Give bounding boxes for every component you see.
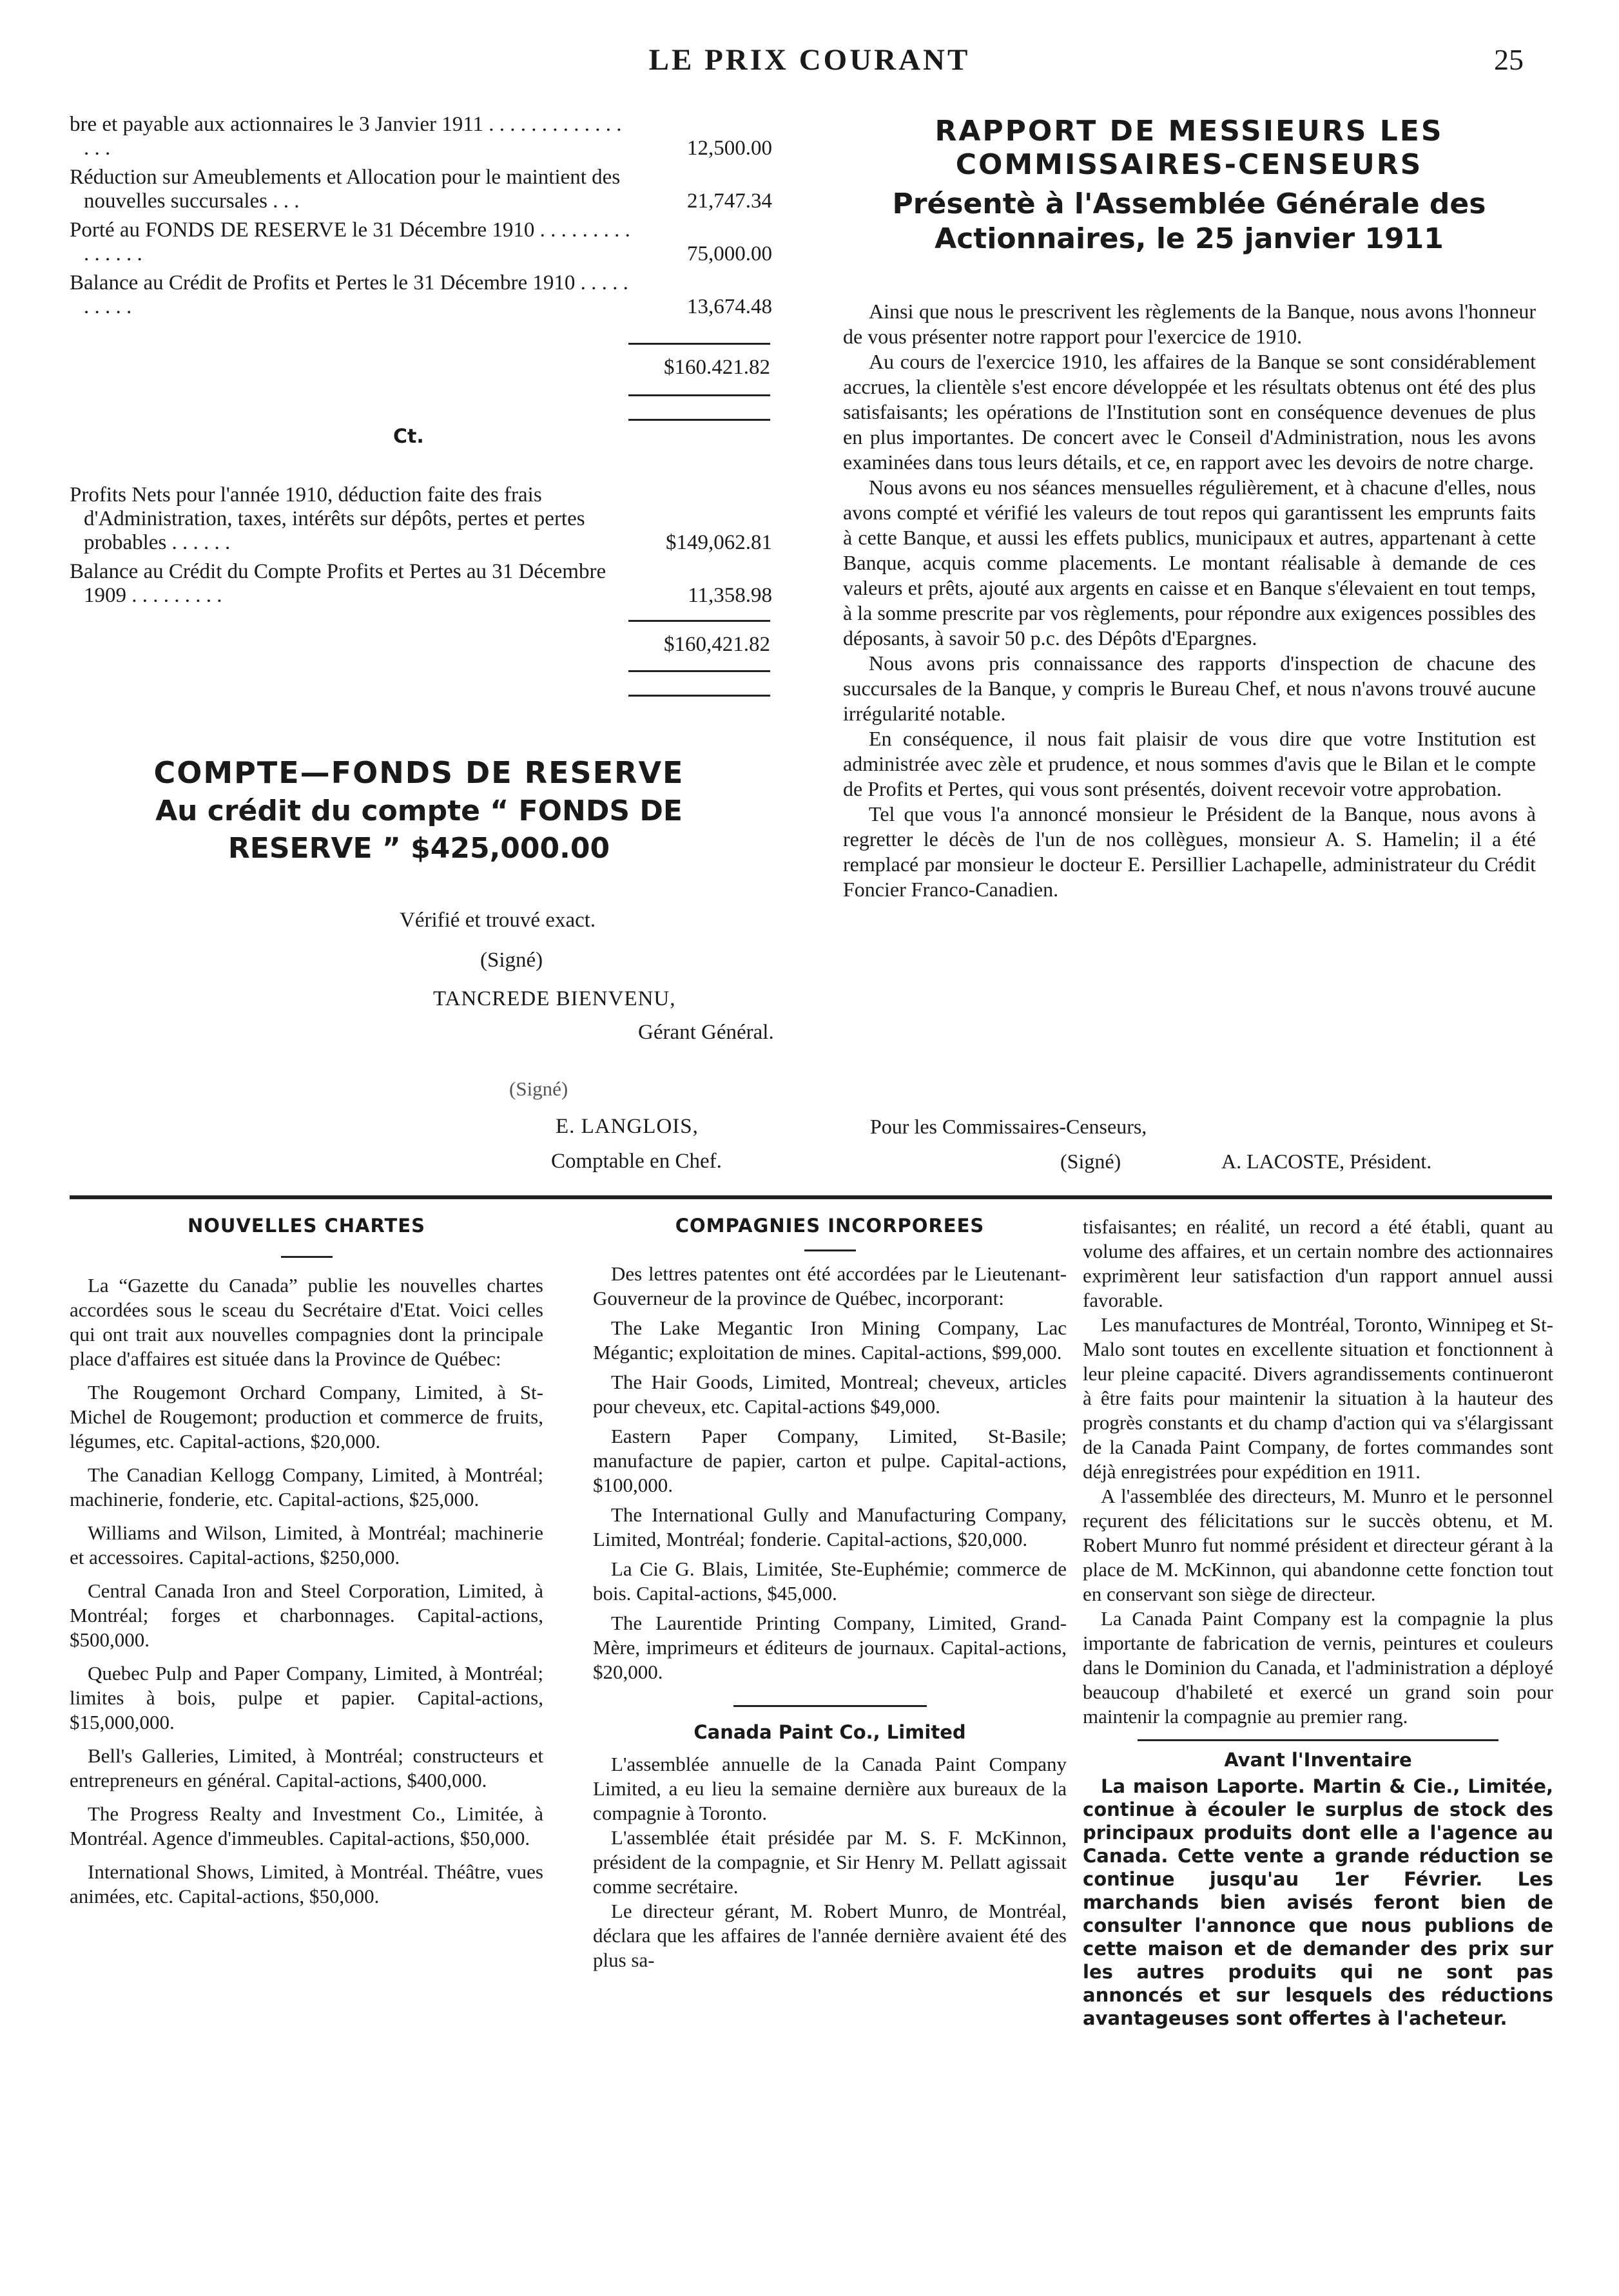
nouvelles-chartes-heading: NOUVELLES CHARTES <box>188 1215 425 1237</box>
charter-paragraph: Williams and Wilson, Limited, à Montréal; machinerie et accessoires. Capital-actions, $250,000. <box>70 1521 543 1568</box>
page-number: 25 <box>1494 43 1524 76</box>
company-paragraph: Eastern Paper Company, Limited, St-Basile; manufacture de papier, carton et pulpe. Capital-actions, $100,000. <box>593 1425 1067 1496</box>
reserve-subheading: Au crédit du compte “ FONDS DE RESERVE ” $425,000.00 <box>155 795 683 865</box>
credit-entry-amount: 11,358.98 <box>688 584 772 607</box>
accounts-debit <box>70 113 772 319</box>
company-paragraph: La Cie G. Blais, Limitée, Ste-Euphémie; commerce de bois. Capital-actions, $45,000. <box>593 1558 1067 1605</box>
section-dash <box>733 1705 927 1707</box>
charter-paragraph: Central Canada Iron and Steel Corporation, Limited, à Montréal; forges et charbonnages. Capital-actions, $500,000. <box>70 1579 543 1651</box>
signatory-name: E. LANGLOIS, <box>556 1115 699 1138</box>
rapport-paragraph: Ainsi que nous le prescrivent les règlements de la Banque, nous avons l'honneur de vous présenter notre rapport pour l'exercice de 1910. <box>843 300 1536 348</box>
rapport-paragraph: Nous avons eu nos séances mensuelles régulièrement, et à chacune d'elles, nous avons compté et vérifié les valeurs de tout repos qui garantissent les emprunts faits à cette Banque, et aussi les effets publics, municipaux et autres, appartenant à cette Banque, acquis comme placements. Le montant réalisable à demande de ces valeurs et prêts, ajouté aux argents en caisse et en Banque s'élevaient en tout temps, à la somme prescrite par vos règlements, pour répondre aux exigences possibles des déposants, à savoir 50 p.c. des Dépôts d'Epargnes. <box>843 476 1536 650</box>
rapport-paragraph: Au cours de l'exercice 1910, les affaires de la Banque se sont considérablement accrues, la clientèle s'est encore développée et les résultats obtenus ont été des plus satisfaisants; les opérations de l'Institution sont en conséquence devenues de plus en plus importantes. De concert avec le Conseil d'Administration, nous les avons examinées dans tous leurs détails, et ce, en rapport avec les devoirs de notre charge. <box>843 350 1536 474</box>
subtotal-rule <box>628 620 770 622</box>
canada-paint-paragraph: L'assemblée était présidée par M. S. F. McKinnon, président de la compagnie, et Sir Henry M. Pellatt agissait comme secrétaire. <box>593 1826 1067 1898</box>
inventaire-heading: Avant l'Inventaire <box>1224 1749 1412 1771</box>
nouvelles-chartes-body <box>70 1273 543 1909</box>
debit-entry <box>70 113 772 160</box>
credit-entry-text: Profits Nets pour l'année 1910, déduction faite des frais d'Administration, taxes, intérêts sur dépôts, pertes et pertes probables . . . . . . <box>70 483 585 554</box>
rapport-signer: A. LACOSTE, Président. <box>1221 1150 1432 1173</box>
debit-entry-text: Balance au Crédit de Profits et Pertes le 31 Décembre 1910 . . . . . . . . . . <box>70 271 628 318</box>
heading-dash <box>804 1249 856 1251</box>
company-paragraph: The Lake Megantic Iron Mining Company, Lac Mégantic; exploitation de mines. Capital-actions, $99,000. <box>593 1317 1067 1364</box>
total-rule <box>628 695 770 697</box>
debit-entry <box>70 218 772 266</box>
debit-entry-text: Réduction sur Ameublements et Allocation pour le maintient des nouvelles succursales . . . <box>70 166 621 213</box>
debit-entry-text: Porté au FONDS DE RESERVE le 31 Décembre 1910 . . . . . . . . . . . . . . . <box>70 218 630 265</box>
credit-entry <box>70 483 772 555</box>
canada-paint-paragraph: L'assemblée annuelle de la Canada Paint Company Limited, a eu lieu la semaine dernière aux bureaux de la compagnie à Toronto. <box>593 1753 1067 1824</box>
charter-paragraph: Bell's Galleries, Limited, à Montréal; constructeurs et entrepreneurs en général. Capital-actions, $400,000. <box>70 1744 543 1791</box>
company-paragraph: The International Gully and Manufacturing Company, Limited, Montréal; fonderie. Capital-actions, $20,000. <box>593 1503 1067 1550</box>
rapport-paragraph: Nous avons pris connaissance des rapports d'inspection de chacune des succursales de la Banque, y compris le Bureau Chef, et nous n'avons trouvé aucune irrégularité notable. <box>843 651 1536 725</box>
company-paragraph: The Hair Goods, Limited, Montreal; cheveux, articles pour cheveux, etc. Capital-actions $49,000. <box>593 1371 1067 1418</box>
rapport-for-line: Pour les Commissaires-Censeurs, <box>870 1115 1147 1138</box>
section-dash <box>1138 1739 1498 1741</box>
total-rule <box>628 394 770 396</box>
charter-paragraph: Quebec Pulp and Paper Company, Limited, à Montréal; limites à bois, pulpe et papier. Capital-actions, $15,000,000. <box>70 1662 543 1733</box>
canada-paint-continued <box>1083 1215 1553 1729</box>
canada-paint-heading: Canada Paint Co., Limited <box>693 1721 966 1743</box>
debit-entry <box>70 271 772 319</box>
rapport-heading: RAPPORT DE MESSIEURS LES COMMISSAIRES-CENSEURS <box>935 115 1444 181</box>
company-paragraph: Des lettres patentes ont été accordées par le Lieutenant-Gouverneur de la province de Québec, incorporant: <box>593 1262 1067 1309</box>
compagnies-heading: COMPAGNIES INCORPOREES <box>675 1215 985 1237</box>
charter-paragraph: La “Gazette du Canada” publie les nouvelles chartes accordées sous le sceau du Secrétaire d'Etat. Voici celles qui ont trait aux nouvelles compagnies dont la principale place d'affaires est située dans la Province de Québec: <box>70 1274 543 1370</box>
charter-paragraph: The Canadian Kellogg Company, Limited, à Montréal; machinerie, fonderie, etc. Capital-actions, $25,000. <box>70 1463 543 1510</box>
rapport-body <box>843 299 1536 902</box>
debit-total: $160.421.82 <box>664 356 770 379</box>
rapport-subheading: Présentè à l'Assemblée Générale des Actionnaires, le 25 janvier 1911 <box>892 188 1486 255</box>
credit-entry-amount: $149,062.81 <box>666 531 772 554</box>
compagnies-column <box>593 1215 1067 1973</box>
credit-label: Ct. <box>393 425 424 448</box>
debit-entry-amount: 13,674.48 <box>687 295 772 318</box>
signed-label: (Signé) <box>509 1077 568 1100</box>
rapport-paragraph: Tel que vous l'a annoncé monsieur le Président de la Banque, nous avons à regretter le décès de l'un de nos collègues, monsieur A. S. Hamelin; il a été remplacé par monsieur le docteur E. Persillier Lachapelle, administrateur du Crédit Foncier Franco-Canadien. <box>843 802 1536 901</box>
canada-paint-paragraph: tisfaisantes; en réalité, un record a été établi, quant au volume des affaires, et un certain nombre des actionnaires exprimèrent leur satisfaction d'un rapport annuel aussi favorable. <box>1083 1215 1553 1311</box>
debit-entry <box>70 166 772 213</box>
canada-paint-paragraph: Le directeur gérant, M. Robert Munro, de Montréal, déclara que les affaires de l'année dernière avaient été des plus sa- <box>593 1900 1067 1971</box>
company-paragraph: The Laurentide Printing Company, Limited, Grand-Mère, imprimeurs et éditeurs de journaux. Capital-actions, $20,000. <box>593 1612 1067 1683</box>
reserve-heading: COMPTE—FONDS DE RESERVE <box>153 755 684 790</box>
debit-entry-amount: 12,500.00 <box>687 137 772 160</box>
canada-paint-paragraph: Les manufactures de Montréal, Toronto, Winnipeg et St-Malo sont toutes en excellente situation et fonctionnent à leur pleine capacité. Divers agrandissements continueront à être faits pour maintenir la situation à la hauteur des progrès constants et du champ d'action qui va s'élargissant de la Canada Paint Company, de fortes commandes sont déjà enregistrées pour expédition en 1911. <box>1083 1313 1553 1483</box>
canada-paint-paragraph: La Canada Paint Company est la compagnie la plus importante de fabrication de vernis, peintures et couleurs dans le Dominion du Canada, et l'administration a déployé beaucoup d'habileté et exercé un grand soin pour maintenir la compagnie au premier rang. <box>1083 1607 1553 1728</box>
charter-paragraph: International Shows, Limited, à Montréal. Théâtre, vues animées, etc. Capital-actions, $50,000. <box>70 1860 543 1907</box>
debit-entry-amount: 21,747.34 <box>687 189 772 213</box>
nouvelles-chartes-column <box>70 1215 543 1909</box>
rapport-paragraph: En conséquence, il nous fait plaisir de vous dire que votre Institution est administrée avec zèle et prudence, et nous sommes d'avis que le Bilan et le compte de Profits et Pertes, qui vous sont présentés, doivent recevoir votre approbation. <box>843 727 1536 800</box>
total-rule <box>628 419 770 421</box>
signatory-title: Gérant Général. <box>638 1021 774 1044</box>
credit-entry <box>70 560 772 608</box>
signatory-name: TANCREDE BIENVENU, <box>433 987 676 1010</box>
running-header-title: LE PRIX COURANT <box>648 43 971 77</box>
heading-dash <box>281 1256 333 1258</box>
signed-label: (Signé) <box>1060 1150 1121 1173</box>
signatory-title: Comptable en Chef. <box>551 1150 722 1173</box>
canada-paint-body <box>593 1752 1067 1973</box>
debit-entry-text: bre et payable aux actionnaires le 3 Janvier 1911 . . . . . . . . . . . . . . . . <box>70 113 622 160</box>
charter-paragraph: The Rougemont Orchard Company, Limited, à St-Michel de Rougemont; production et commerce de fruits, légumes, etc. Capital-actions, $20,000. <box>70 1381 543 1452</box>
charter-paragraph: The Progress Realty and Investment Co., Limitée, à Montréal. Agence d'immeubles. Capital-actions, $50,000. <box>70 1802 543 1849</box>
credit-entry-text: Balance au Crédit du Compte Profits et Pertes au 31 Décembre 1909 . . . . . . . . . <box>70 560 606 607</box>
subtotal-rule <box>628 343 770 345</box>
section-divider <box>70 1195 1552 1199</box>
third-column <box>1083 1215 1553 2030</box>
total-rule <box>628 670 770 672</box>
canada-paint-paragraph: A l'assemblée des directeurs, M. Munro et le personnel reçurent des félicitations sur le succès obtenu, et M. Robert Munro fut nommé président et directeur gérant à la place de M. McKinnon, qui abandonne cette fonction tout en conservant son siège de directeur. <box>1083 1485 1553 1605</box>
compagnies-body <box>593 1262 1067 1684</box>
accounts-credit <box>70 483 772 608</box>
signed-label: (Signé) <box>480 949 543 972</box>
credit-total: $160,421.82 <box>664 633 770 656</box>
inventaire-text: La maison Laporte. Martin & Cie., Limitée, continue à écouler le surplus de stock des principaux produits dont elle a l'agence au Canada. Cette vente a grande réduction se continue jusqu'au 1er Février. Les marchands bien avisés feront bien de consulter l'annonce que nous publions de cette maison et de demander des prix sur les autres produits qui ne sont pas annoncés et sur lesquels des réductions avantageuses sont offertes à l'acheteur. <box>1083 1775 1553 2029</box>
debit-entry-amount: 75,000.00 <box>687 242 772 265</box>
reserve-verified: Vérifié et trouvé exact. <box>400 909 596 932</box>
